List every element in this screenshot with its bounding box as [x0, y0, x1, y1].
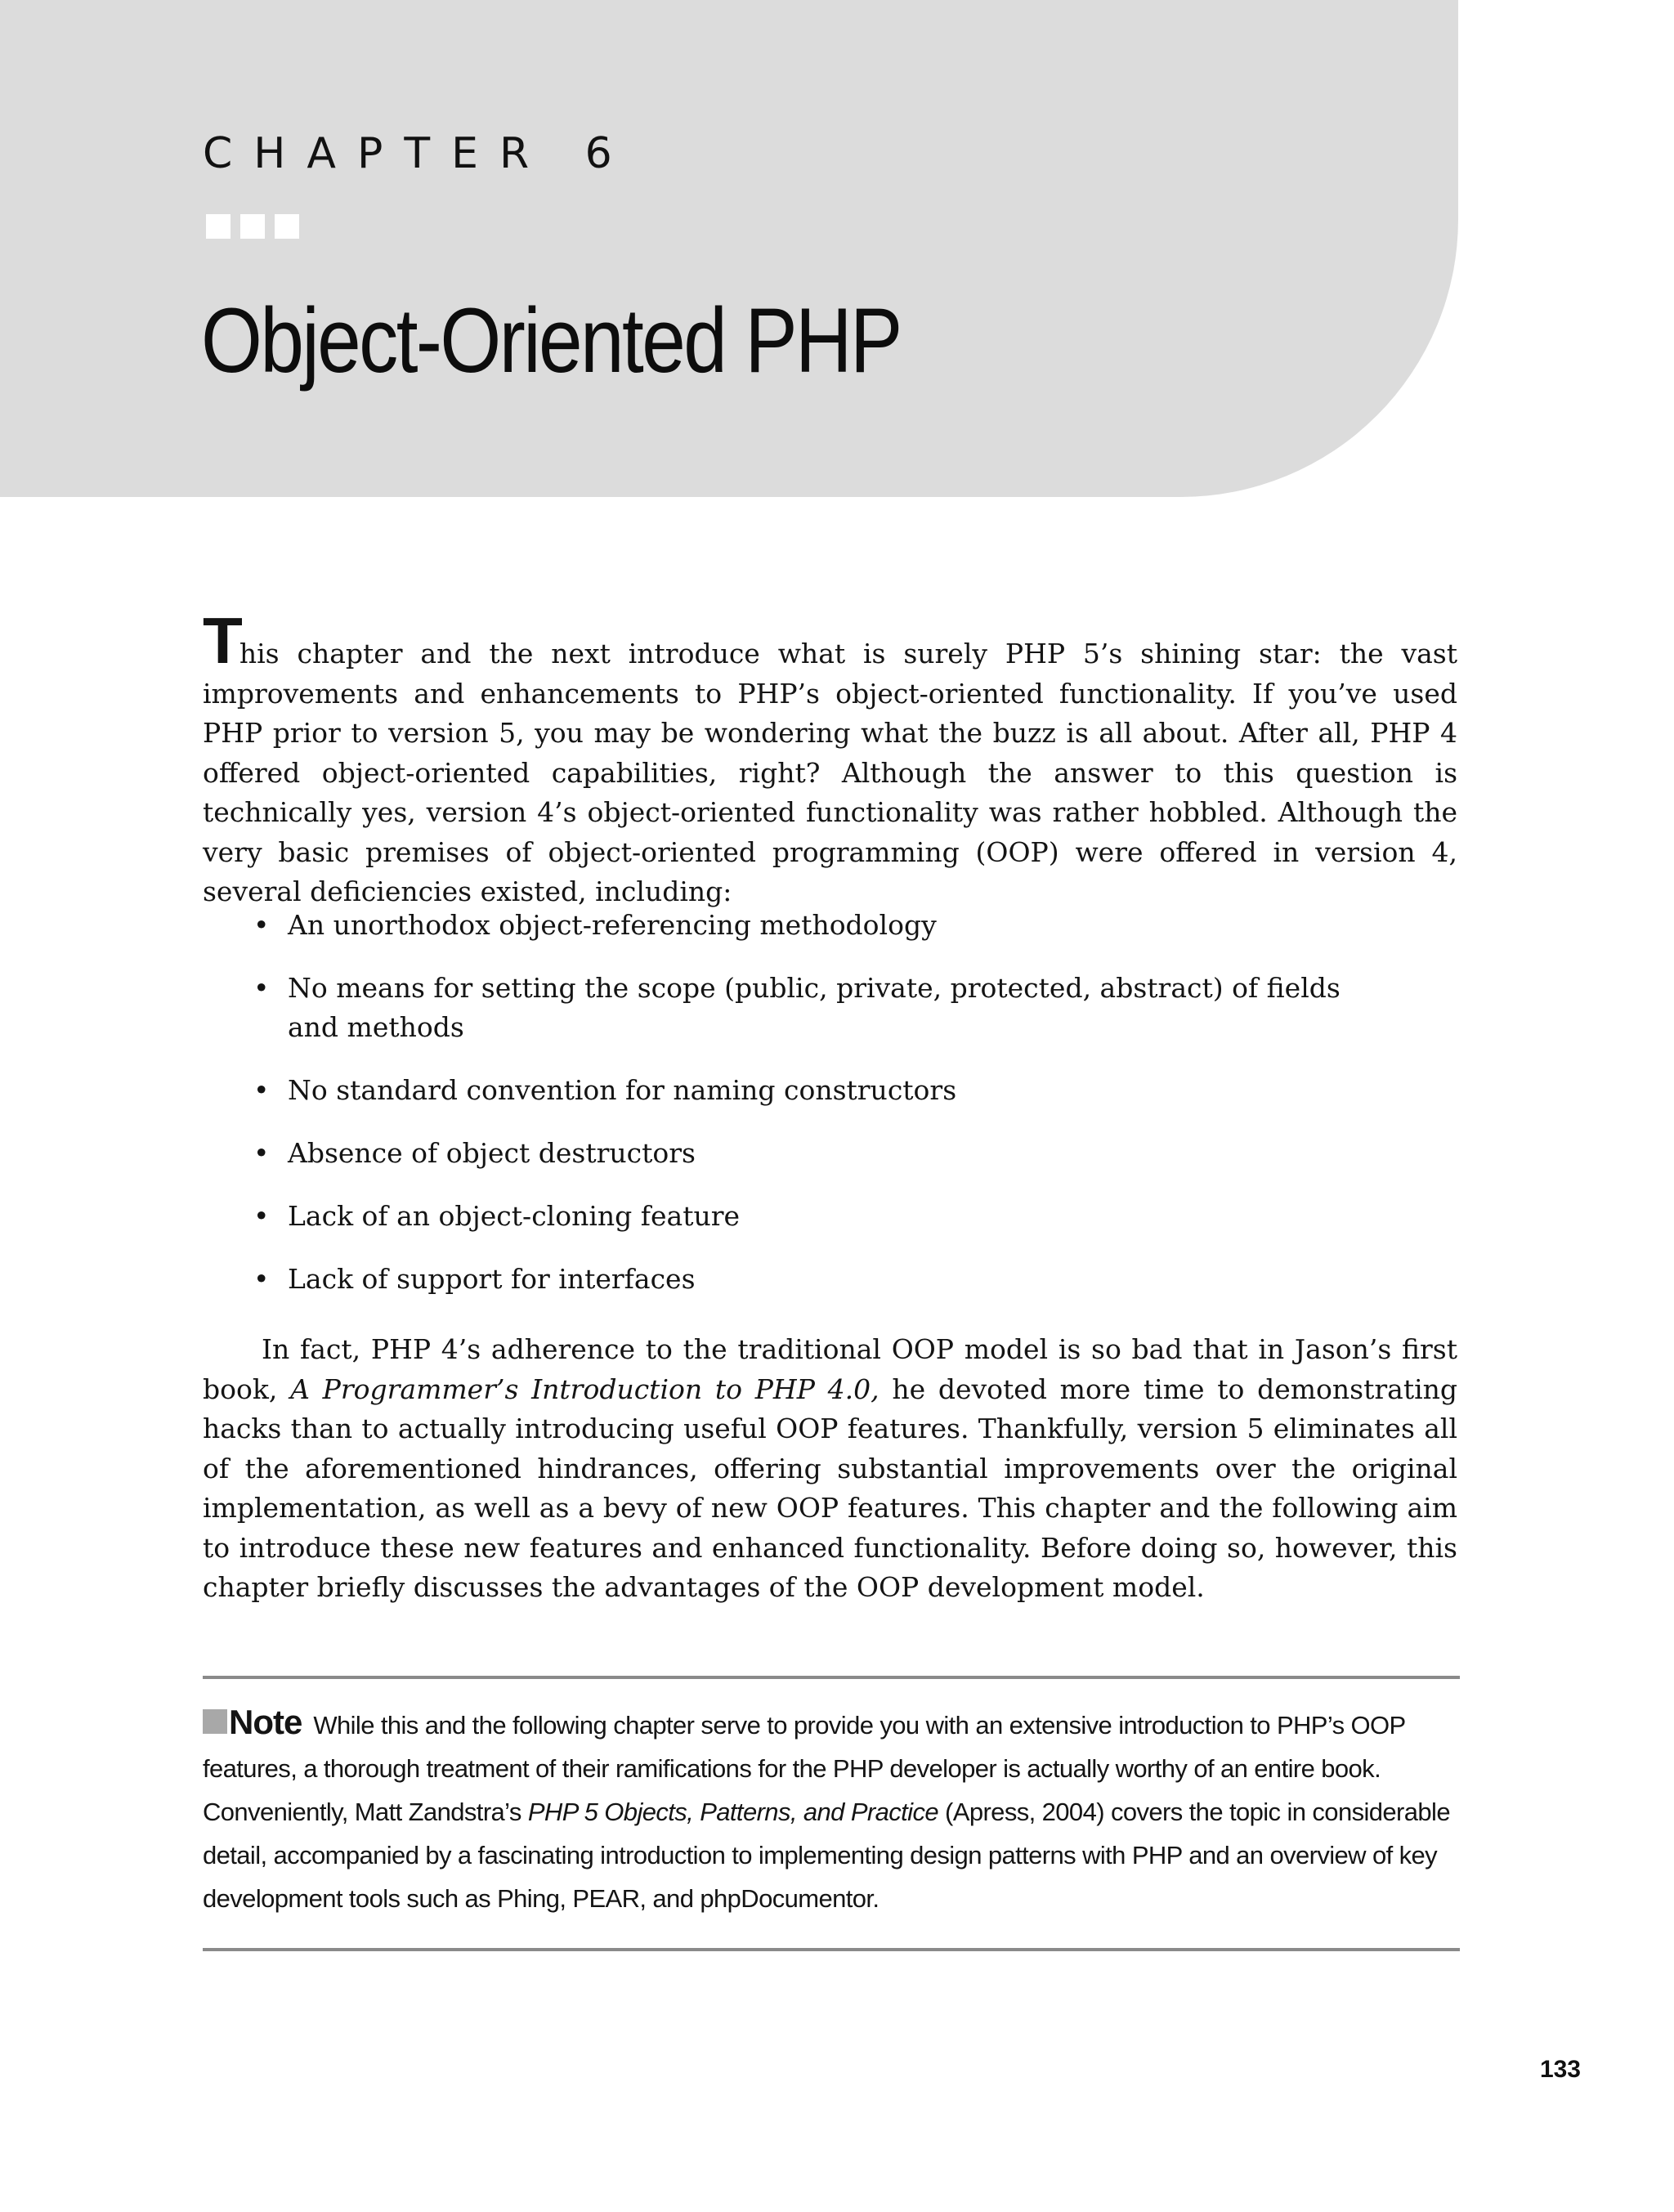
note-box — [203, 1700, 1460, 1920]
deficiency-list — [203, 906, 1457, 1323]
list-item-text: No means for setting the scope (public, private, protected, abstract) of fields and methods — [288, 972, 1341, 1043]
chapter-header-band — [0, 0, 1458, 497]
list-item-text: Lack of support for interfaces — [288, 1263, 696, 1295]
list-item — [203, 1260, 1457, 1299]
note-heading: Note — [229, 1703, 302, 1741]
intro-paragraph — [203, 604, 1457, 912]
note-top-rule — [203, 1676, 1460, 1679]
note-square-icon — [203, 1709, 227, 1734]
bullet-icon: • — [253, 1263, 270, 1295]
page-number: 133 — [1539, 2056, 1581, 2083]
ornament-square — [206, 214, 231, 239]
body-paragraph — [203, 1330, 1457, 1608]
note-text: While this and the following chapter serve to provide you with an extensive introduction to PHP’s OOP features, a thorough treatment of their ramifications for the PHP developer is actually worthy of an entire book. Conveniently, Matt Zandstra’s — [203, 1711, 1406, 1826]
paragraph-text: In fact, PHP 4’s adherence to the traditional OOP model is so bad that in Jason’s first book, — [203, 1333, 1457, 1405]
chapter-label: CHAPTER 6 — [203, 129, 633, 178]
bullet-icon: • — [253, 1200, 270, 1232]
chapter-title: Object-Oriented PHP — [201, 289, 901, 392]
book-title: PHP 5 Objects, Patterns, and Practice — [527, 1798, 938, 1826]
bullet-icon: • — [253, 1074, 270, 1106]
bullet-icon: • — [253, 1137, 270, 1169]
chapter-ornament — [206, 214, 299, 239]
bullet-icon: • — [253, 909, 270, 941]
ornament-square — [275, 214, 299, 239]
list-item — [203, 906, 1457, 945]
list-item — [203, 1071, 1457, 1110]
ornament-square — [240, 214, 265, 239]
drop-cap: T — [203, 604, 239, 677]
book-title: A Programmer’s Introduction to PHP 4.0, — [290, 1372, 880, 1405]
list-item-text: An unorthodox object-referencing methodology — [288, 909, 937, 941]
list-item — [203, 1134, 1457, 1173]
paragraph-text: he devoted more time to demonstrating hacks than to actually introducing useful OOP features. Thankfully, version 5 eliminates all of the aforementioned hindrances, offering substantial improvements over the original implementation, as well as a bevy of new OOP features. This chapter and the following aim to introduce these new features and enhanced functionality. Before doing so, however, this chapter briefly discusses the advantages of the OOP development model. — [203, 1372, 1458, 1603]
note-text: (Apress, 2004) covers the topic in considerable detail, accompanied by a fascinating introduction to implementing design patterns with PHP and an overview of key development tools such as Phing, PEAR, and phpDocumentor. — [203, 1798, 1450, 1913]
list-item — [203, 969, 1457, 1047]
list-item-text: Absence of object destructors — [288, 1137, 696, 1169]
note-bottom-rule — [203, 1948, 1460, 1951]
list-item-text: Lack of an object-cloning feature — [288, 1200, 741, 1232]
list-item — [203, 1197, 1457, 1236]
list-item-text: No standard convention for naming constructors — [288, 1074, 957, 1106]
intro-text: his chapter and the next introduce what is surely PHP 5’s shining star: the vast improvements and enhancements to PHP’s object-oriented functionality. If you’ve used PHP prior to version 5, you may be wondering what the buzz is all about. After all, PHP 4 offered object-oriented capabilities, right? Although the answer to this question is technically yes, version 4’s object-oriented functionality was rather hobbled. Although the very basic premises of object-oriented programming (OOP) were offered in version 4, several deficiencies existed, including: — [203, 638, 1457, 907]
bullet-icon: • — [253, 972, 270, 1004]
